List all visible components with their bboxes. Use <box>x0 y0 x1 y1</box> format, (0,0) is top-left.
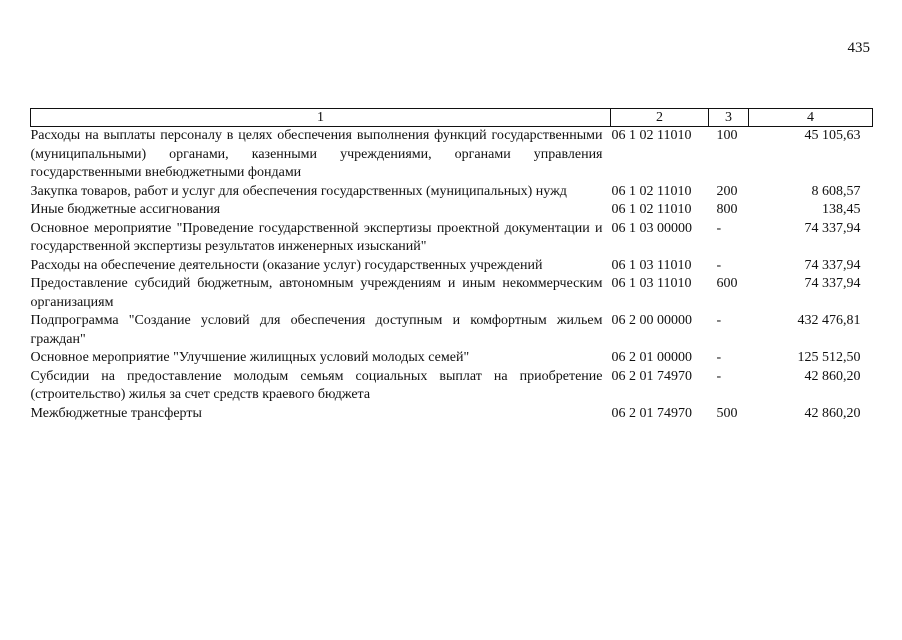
page-number: 435 <box>847 40 870 56</box>
row-expense-type: - <box>716 220 722 236</box>
row-expense-type: 500 <box>716 405 738 421</box>
table-body <box>31 127 873 424</box>
row-code: 06 2 01 00000 <box>611 350 692 365</box>
budget-table-container <box>30 108 872 423</box>
row-description: Субсидии на предоставление молодым семьям социальных выплат на приобретение (строительство) жилья за счет средств краевого бюджета <box>30 368 603 402</box>
row-code: 06 2 01 74970 <box>611 405 692 421</box>
row-description: Основное мероприятие "Проведение государственной экспертизы проектной документации и государственной экспертизы результатов инженерных изысканий" <box>30 220 603 254</box>
row-expense-type: 200 <box>716 183 738 199</box>
row-code: 06 1 03 11010 <box>611 276 692 291</box>
header-col-2: 2 <box>611 109 709 127</box>
row-description: Иные бюджетные ассигнования <box>30 202 221 217</box>
header-col-4: 4 <box>749 109 873 127</box>
row-expense-type: 100 <box>716 128 738 143</box>
row-expense-type: - <box>716 313 722 328</box>
row-amount: 8 608,57 <box>811 183 861 199</box>
table-header <box>31 109 873 127</box>
row-description: Подпрограмма "Создание условий для обеспечения доступным и комфортным жильем граждан" <box>30 313 603 347</box>
row-expense-type: 600 <box>716 276 738 291</box>
row-amount: 42 860,20 <box>804 368 861 384</box>
row-amount: 74 337,94 <box>804 220 861 236</box>
row-amount: 125 512,50 <box>797 350 861 365</box>
table-row <box>31 183 873 202</box>
row-code: 06 2 00 00000 <box>611 313 692 328</box>
row-code: 06 1 02 11010 <box>611 183 692 199</box>
row-description: Расходы на обеспечение деятельности (оказание услуг) государственных учреждений <box>30 257 543 273</box>
row-description: Закупка товаров, работ и услуг для обеспечения государственных (муниципальных) нужд <box>30 183 567 199</box>
row-amount: 74 337,94 <box>804 257 861 273</box>
table-row <box>31 368 873 405</box>
row-code: 06 1 02 11010 <box>611 128 692 143</box>
row-code: 06 1 03 11010 <box>611 257 692 273</box>
row-amount: 138,45 <box>822 202 861 217</box>
table-row <box>31 349 873 368</box>
row-amount: 42 860,20 <box>804 405 861 421</box>
row-description: Расходы на выплаты персоналу в целях обеспечения выполнения функций государственными (муниципальными) органами, казенными учреждениями, органами управления государственными внебюджетными фондами <box>30 128 603 180</box>
table-row <box>31 275 873 312</box>
row-code: 06 1 02 11010 <box>611 202 692 217</box>
row-expense-type: - <box>716 257 722 273</box>
table-row <box>31 220 873 257</box>
row-description: Межбюджетные трансферты <box>30 405 202 421</box>
header-row <box>31 109 873 127</box>
table-row <box>31 405 873 424</box>
header-col-3: 3 <box>709 109 749 127</box>
row-amount: 45 105,63 <box>804 128 861 143</box>
header-col-1: 1 <box>31 109 611 127</box>
row-amount: 432 476,81 <box>797 313 861 328</box>
row-description: Основное мероприятие "Улучшение жилищных условий молодых семей" <box>30 350 470 365</box>
table-row <box>31 201 873 220</box>
row-code: 06 1 03 00000 <box>611 220 692 236</box>
table-row <box>31 257 873 276</box>
budget-table <box>30 108 873 423</box>
table-row <box>31 127 873 183</box>
row-description: Предоставление субсидий бюджетным, автономным учреждениям и иным некоммерческим организациям <box>30 276 603 310</box>
row-expense-type: - <box>716 350 722 365</box>
row-expense-type: 800 <box>716 202 738 217</box>
table-row <box>31 312 873 349</box>
row-expense-type: - <box>716 368 722 384</box>
row-amount: 74 337,94 <box>804 276 861 291</box>
row-code: 06 2 01 74970 <box>611 368 692 384</box>
